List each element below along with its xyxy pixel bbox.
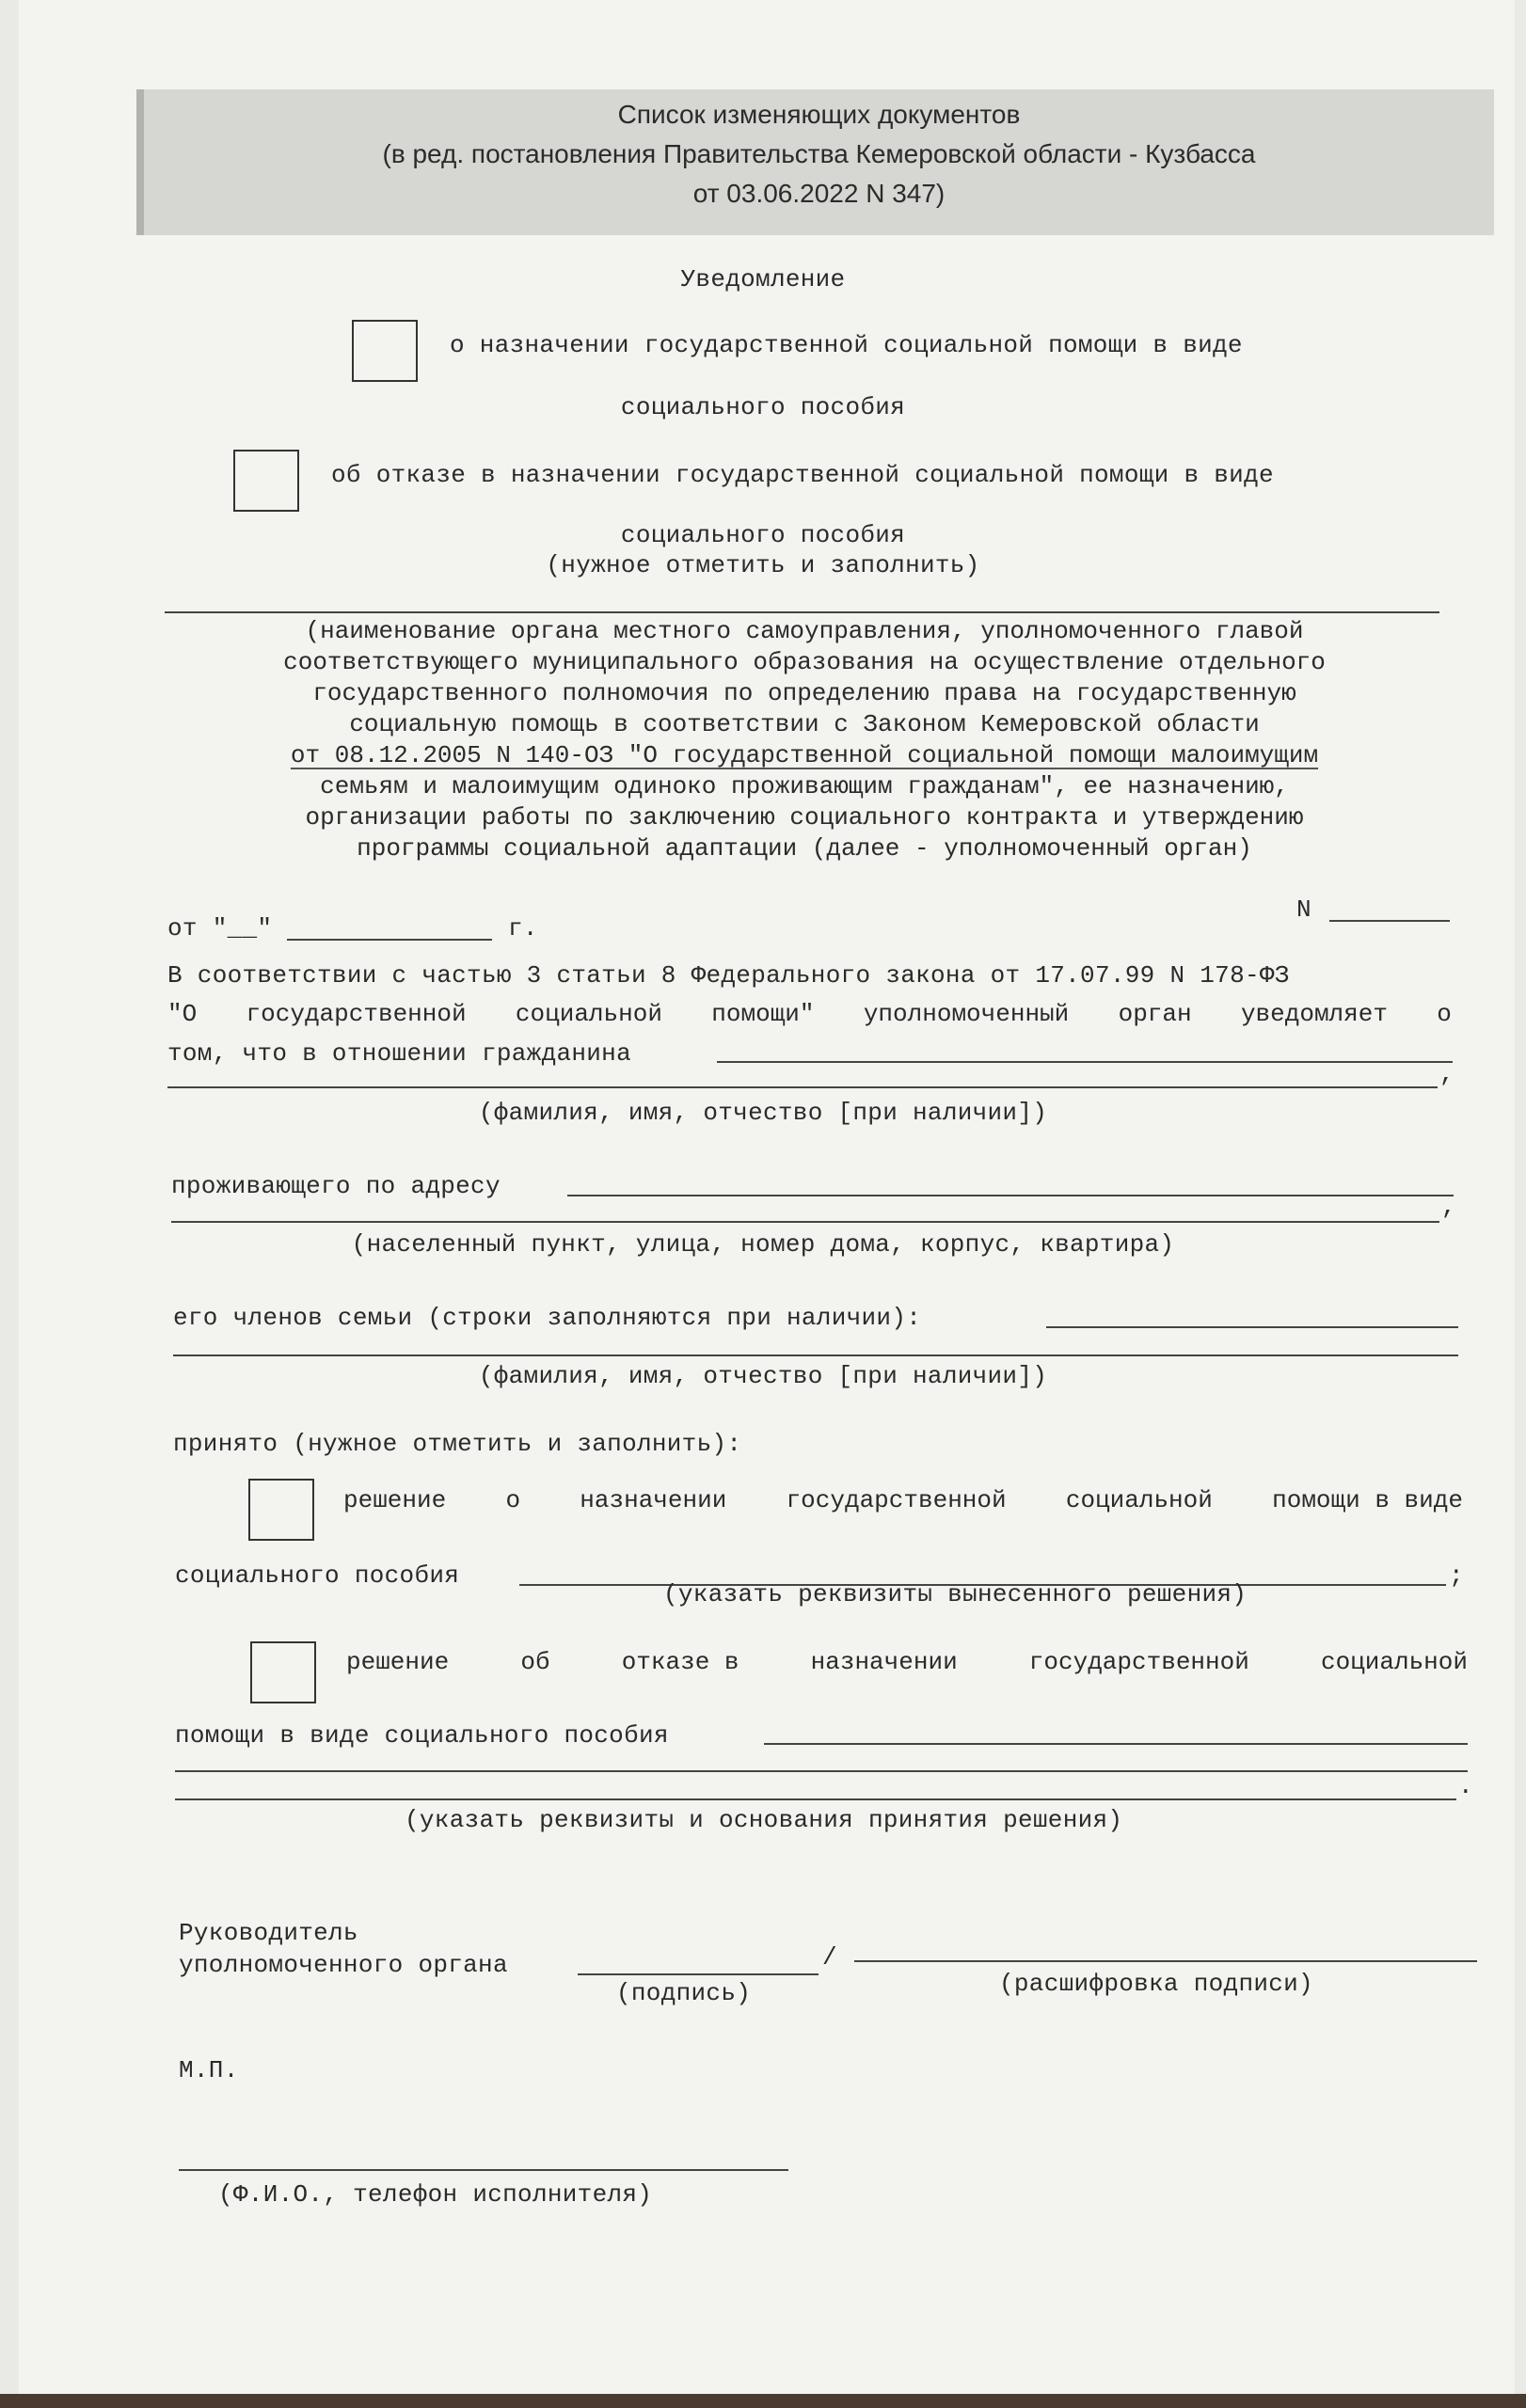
organ-caption-line: организации работы по заключению социального контракта и утверждению — [305, 803, 1304, 832]
sign-caption: (подпись) — [616, 1979, 752, 2007]
checkbox-refuse[interactable] — [233, 450, 299, 512]
stamp-place: М.П. — [179, 2056, 239, 2084]
family-field[interactable] — [1046, 1326, 1458, 1328]
decision-word: государственной — [786, 1486, 1007, 1514]
address-label: проживающего по адресу — [171, 1172, 501, 1200]
citizen-name-field-2[interactable] — [167, 1086, 1438, 1088]
decision-assign-caption: (указать реквизиты вынесенного решения) — [663, 1580, 1248, 1608]
body-word: орган — [1118, 1000, 1192, 1028]
option-hint: (нужное отметить и заполнить) — [546, 551, 980, 579]
decision-word: о — [505, 1486, 521, 1514]
decision-word: решение — [346, 1648, 450, 1676]
decision-word: назначении — [810, 1648, 958, 1676]
decision-word: помощи в виде — [1272, 1486, 1463, 1514]
option-refuse-text: об отказе в назначении государственной социальной помощи в виде — [331, 461, 1274, 489]
number-label: N — [1296, 895, 1311, 924]
organ-caption-line: социальную помощь в соответствии с Законом Кемеровской области — [349, 710, 1260, 738]
header-line-3: от 03.06.2022 N 347) — [692, 179, 946, 208]
decision-refuse-field-2[interactable] — [175, 1770, 1468, 1772]
period: . — [1458, 1772, 1473, 1800]
decision-refuse-caption: (указать реквизиты и основания принятия решения) — [405, 1806, 1123, 1834]
header-line-2: (в ред. постановления Правительства Кемеровской области - Кузбасса — [382, 139, 1256, 168]
head-line-1: Руководитель — [179, 1919, 358, 1947]
comma: , — [1439, 1060, 1454, 1088]
table-edge — [0, 2394, 1526, 2408]
number-field[interactable] — [1329, 920, 1450, 922]
decision-word: социальной — [1065, 1486, 1213, 1514]
family-caption: (фамилия, имя, отчество [при наличии]) — [478, 1362, 1048, 1390]
decision-refuse-field-3[interactable] — [175, 1798, 1456, 1800]
page-title: Уведомление — [680, 265, 846, 293]
date-prefix: от "__" — [167, 914, 273, 943]
checkbox-decision-refuse[interactable] — [250, 1641, 316, 1703]
body-word: уполномоченный — [863, 1000, 1070, 1028]
body-word: "О — [167, 1000, 198, 1028]
organ-caption-line: от 08.12.2005 N 140-ОЗ "О государственной социальной помощи малоимущим — [290, 741, 1319, 769]
organ-name-line[interactable] — [165, 611, 1439, 613]
decision-word: социальной — [1320, 1648, 1468, 1676]
option-assign-cont: социального пособия — [620, 393, 906, 421]
decision-word: об — [520, 1648, 550, 1676]
decision-assign-line — [343, 1486, 1463, 1514]
executor-field[interactable] — [179, 2169, 788, 2171]
executor-caption: (Ф.И.О., телефон исполнителя) — [218, 2180, 653, 2209]
decision-word: государственной — [1028, 1648, 1249, 1676]
decision-word: отказе в — [621, 1648, 739, 1676]
decode-caption: (расшифровка подписи) — [999, 1970, 1313, 1998]
signature-decode-field[interactable] — [854, 1960, 1477, 1962]
address-caption: (населенный пункт, улица, номер дома, корпус, квартира) — [351, 1230, 1175, 1259]
option-assign-text: о назначении государственной социальной помощи в виде — [450, 331, 1243, 359]
citizen-name-field[interactable] — [717, 1061, 1453, 1063]
body-word: государственной — [246, 1000, 467, 1028]
organ-caption-line: (наименование органа местного самоуправления, уполномоченного главой — [305, 617, 1304, 645]
body-word: уведомляет — [1240, 1000, 1388, 1028]
body-line-3: том, что в отношении гражданина — [167, 1039, 631, 1068]
organ-caption-line: государственного полномочия по определению права на государственную — [312, 679, 1296, 707]
family-label: его членов семьи (строки заполняются при наличии): — [173, 1304, 922, 1332]
decision-word: решение — [343, 1486, 447, 1514]
family-field-2[interactable] — [173, 1354, 1458, 1356]
body-line-2 — [167, 1000, 1452, 1028]
decision-word: назначении — [580, 1486, 727, 1514]
body-line-1: В соответствии с частью 3 статьи 8 Федерального закона от 17.07.99 N 178-ФЗ — [167, 961, 1290, 990]
signature-field[interactable] — [578, 1973, 819, 1975]
body-word: помощи" — [711, 1000, 815, 1028]
body-word: социальной — [515, 1000, 662, 1028]
year-suffix: г. — [508, 914, 538, 943]
comma: , — [1441, 1193, 1456, 1221]
fio-caption: (фамилия, имя, отчество [при наличии]) — [478, 1099, 1048, 1127]
checkbox-assign[interactable] — [352, 320, 418, 382]
decision-refuse-line — [346, 1648, 1468, 1676]
address-field-2[interactable] — [171, 1221, 1439, 1223]
semicolon: ; — [1449, 1561, 1464, 1590]
decision-refuse-cont: помощи в виде социального пособия — [175, 1721, 669, 1750]
slash: / — [822, 1943, 837, 1972]
header-line-1: Список изменяющих документов — [617, 100, 1021, 129]
head-line-2: уполномоченного органа — [179, 1951, 508, 1979]
organ-caption-line: соответствующего муниципального образования на осуществление отдельного — [283, 648, 1326, 676]
option-refuse-cont: социального пособия — [620, 521, 906, 549]
address-field[interactable] — [567, 1195, 1454, 1196]
date-month-field[interactable] — [287, 939, 492, 941]
body-word: о — [1437, 1000, 1452, 1028]
organ-caption-line: семьям и малоимущим одиноко проживающим гражданам", ее назначению, — [320, 772, 1289, 800]
decision-label: принято (нужное отметить и заполнить): — [173, 1430, 742, 1458]
organ-caption-line: программы социальной адаптации (далее - уполномоченный орган) — [357, 834, 1252, 863]
amendments-header — [136, 89, 1494, 235]
decision-refuse-field[interactable] — [764, 1743, 1468, 1745]
decision-assign-cont: социального пособия — [175, 1561, 460, 1590]
organ-caption — [160, 616, 1449, 864]
checkbox-decision-assign[interactable] — [248, 1479, 314, 1541]
